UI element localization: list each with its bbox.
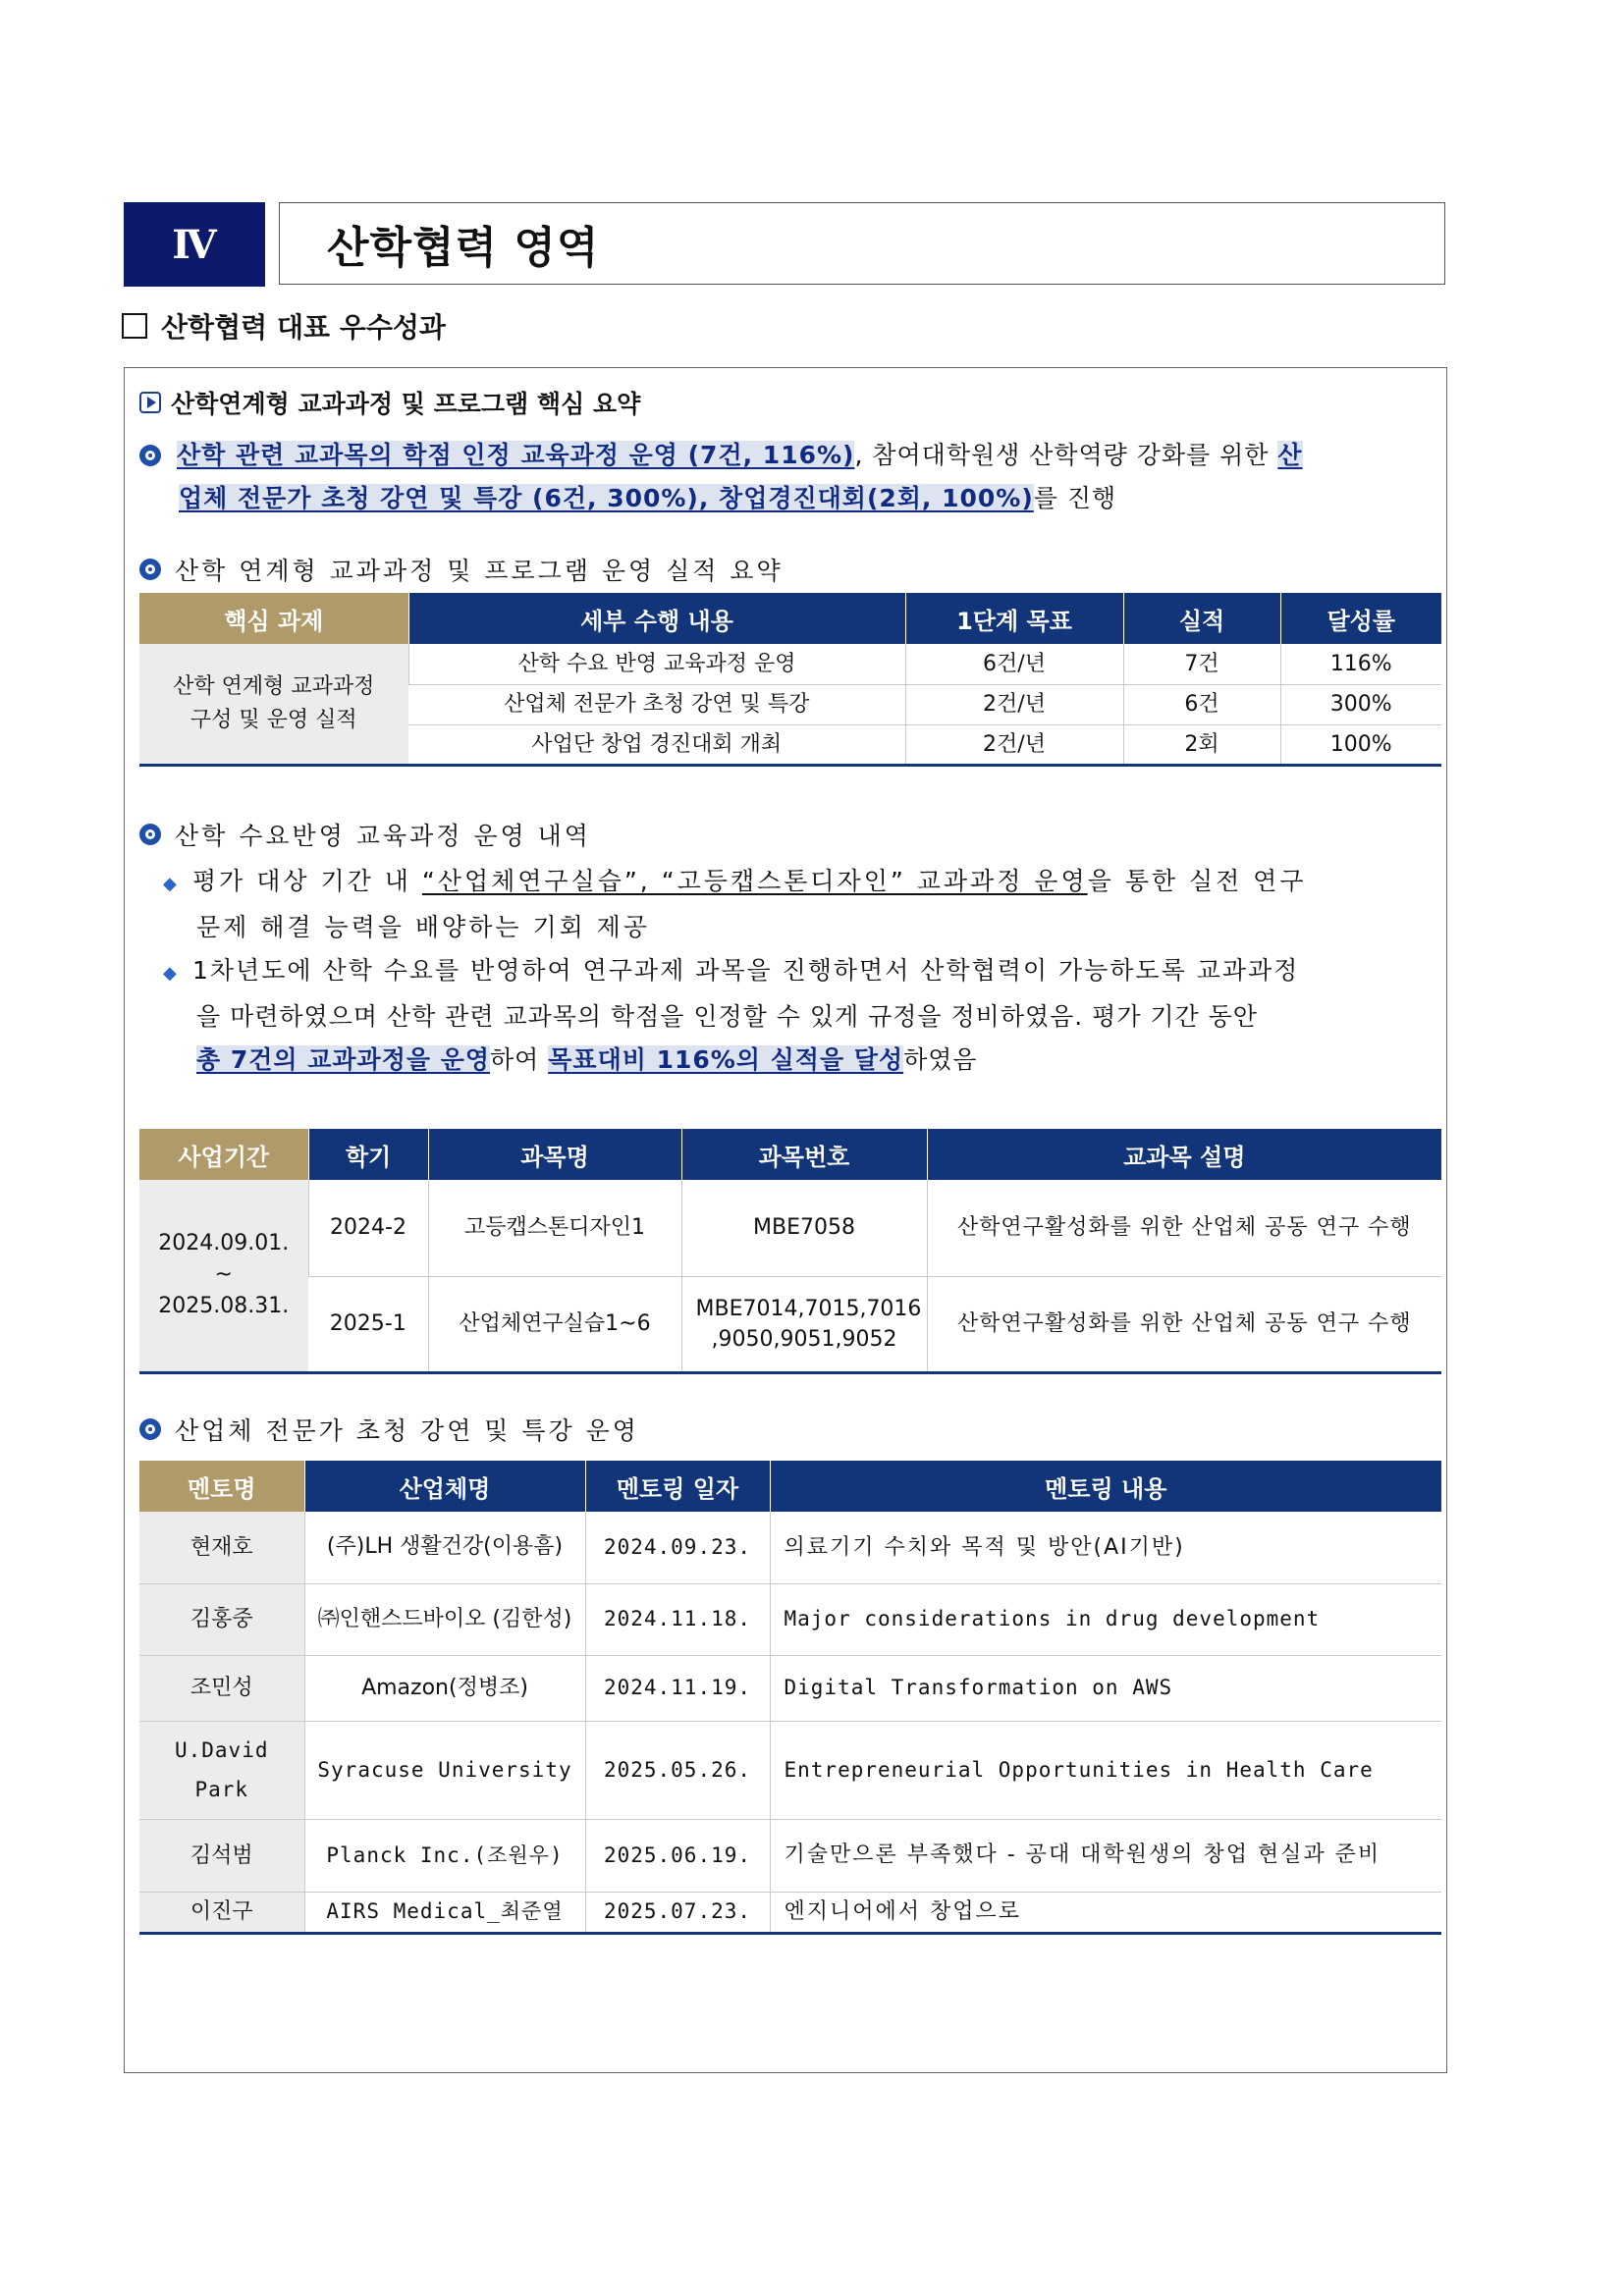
table-header: 산업체명 xyxy=(304,1461,585,1512)
table-header: 실적 xyxy=(1123,593,1280,644)
target-icon xyxy=(139,559,161,580)
curriculum-text: 평가 대상 기간 내 xyxy=(192,867,422,895)
curriculum-text: 하였음 xyxy=(903,1045,978,1074)
summary-text-1: , 참여대학원생 산학역량 강화를 위한 xyxy=(854,441,1278,469)
task-line: 구성 및 운영 실적 xyxy=(189,707,357,732)
period-line: 2024.09.01. xyxy=(158,1231,290,1256)
table-header: 1단계 목표 xyxy=(905,593,1123,644)
rate-cell: 100% xyxy=(1280,724,1441,765)
summary-paragraph xyxy=(139,434,1435,520)
target-icon xyxy=(139,824,161,845)
mentor-cell: 김홍중 xyxy=(139,1583,304,1655)
date-cell: 2024.09.23. xyxy=(585,1512,770,1583)
date-cell: 2025.06.19. xyxy=(585,1819,770,1892)
goal-cell: 2건/년 xyxy=(905,724,1123,765)
company-cell: Syracuse University xyxy=(304,1721,585,1819)
summary-title-text: 산학연계형 교과과정 및 프로그램 핵심 요약 xyxy=(171,390,641,418)
company-cell: Amazon(정병조) xyxy=(304,1655,585,1721)
mentor-cell: 김석범 xyxy=(139,1819,304,1892)
perf-summary-title: 산학 연계형 교과과정 및 프로그램 운영 실적 요약 xyxy=(175,557,784,585)
course-table xyxy=(139,1129,1441,1374)
content-cell: Digital Transformation on AWS xyxy=(770,1655,1441,1721)
curriculum-highlight: 총 7건의 교과과정을 운영 xyxy=(196,1045,491,1074)
curriculum-text: 하여 xyxy=(490,1045,549,1074)
table-header: 학기 xyxy=(308,1129,428,1180)
result-cell: 6건 xyxy=(1123,684,1280,724)
table-header: 과목명 xyxy=(428,1129,681,1180)
subheading xyxy=(122,306,446,346)
curriculum-title: 산학 수요반영 교육과정 운영 내역 xyxy=(175,822,591,850)
detail-cell: 사업단 창업 경진대회 개최 xyxy=(408,724,905,765)
diamond-bullet-icon: ◆ xyxy=(163,963,179,984)
company-cell: Planck Inc.(조원우) xyxy=(304,1819,585,1892)
detail-cell: 산학 수요 반영 교육과정 운영 xyxy=(408,644,905,684)
date-cell: 2025.07.23. xyxy=(585,1892,770,1933)
detail-cell: 산업체 전문가 초청 강연 및 특강 xyxy=(408,684,905,724)
course-code-cell: MBE7014,7015,7016 ,9050,9051,9052 xyxy=(681,1276,927,1372)
course-desc-cell: 산학연구활성화를 위한 산업체 공동 연구 수행 xyxy=(927,1276,1441,1372)
rate-cell: 300% xyxy=(1280,684,1441,724)
table-header: 사업기간 xyxy=(139,1129,308,1180)
content-cell: 기술만으론 부족했다 - 공대 대학원생의 창업 현실과 준비 xyxy=(770,1819,1441,1892)
date-cell: 2025.05.26. xyxy=(585,1721,770,1819)
curriculum-highlight: 목표대비 116%의 실적을 달성 xyxy=(548,1045,904,1074)
content-cell: Major considerations in drug development xyxy=(770,1583,1441,1655)
table-header: 멘토명 xyxy=(139,1461,304,1512)
subheading-text: 산학협력 대표 우수성과 xyxy=(161,311,446,344)
summary-highlight-2a: 산 xyxy=(1277,441,1303,469)
target-icon xyxy=(139,1418,161,1440)
curriculum-underline: “산업체연구실습”, “고등캡스톤디자인” 교과과정 운영 xyxy=(421,867,1088,895)
course-code-cell: MBE7058 xyxy=(681,1180,927,1276)
task-cell xyxy=(139,644,408,765)
course-name-cell: 산업체연구실습1~6 xyxy=(428,1276,681,1372)
curriculum-body xyxy=(163,860,1439,1082)
date-cell: 2024.11.19. xyxy=(585,1655,770,1721)
perf-summary-table xyxy=(139,593,1441,767)
play-icon xyxy=(139,392,161,413)
company-cell: AIRS Medical_최준열 xyxy=(304,1892,585,1933)
mentoring-heading xyxy=(139,1412,639,1447)
goal-cell: 6건/년 xyxy=(905,644,1123,684)
curriculum-text: 1차년도에 산학 수요를 반영하여 연구과제 과목을 진행하면서 산학협력이 가능하도록 교과과정 xyxy=(192,956,1300,985)
mentor-cell: 현재호 xyxy=(139,1512,304,1583)
curriculum-text: 을 통한 실전 연구 xyxy=(1087,867,1307,895)
semester-cell: 2024-2 xyxy=(308,1180,428,1276)
period-cell xyxy=(139,1180,308,1372)
summary-highlight-2b: 업체 전문가 초청 강연 및 특강 (6건, 300%), 창업경진대회(2회, 100%) xyxy=(179,484,1034,512)
table-header: 과목번호 xyxy=(681,1129,927,1180)
period-line: 2025.08.31. xyxy=(158,1294,290,1319)
section-title: 산학협력 영역 xyxy=(279,202,1445,285)
period-line: ~ xyxy=(214,1262,233,1288)
target-icon xyxy=(139,445,161,466)
rate-cell: 116% xyxy=(1280,644,1441,684)
content-cell: Entrepreneurial Opportunities in Health Care xyxy=(770,1721,1441,1819)
table-header: 핵심 과제 xyxy=(139,593,408,644)
perf-summary-heading xyxy=(139,552,784,587)
goal-cell: 2건/년 xyxy=(905,684,1123,724)
content-cell: 엔지니어에서 창업으로 xyxy=(770,1892,1441,1933)
diamond-bullet-icon: ◆ xyxy=(163,874,180,894)
semester-cell: 2025-1 xyxy=(308,1276,428,1372)
curriculum-text: 문제 해결 능력을 배양하는 기회 제공 xyxy=(196,913,650,941)
mentor-cell: 조민성 xyxy=(139,1655,304,1721)
mentoring-title: 산업체 전문가 초청 강연 및 특강 운영 xyxy=(175,1416,639,1445)
mentor-cell: 이진구 xyxy=(139,1892,304,1933)
result-cell: 2회 xyxy=(1123,724,1280,765)
date-cell: 2024.11.18. xyxy=(585,1583,770,1655)
content-cell: 의료기기 수치와 목적 및 방안(AI기반) xyxy=(770,1512,1441,1583)
course-name-cell: 고등캡스톤디자인1 xyxy=(428,1180,681,1276)
mentor-cell: U.David Park xyxy=(139,1721,304,1819)
table-header: 달성률 xyxy=(1280,593,1441,644)
mentoring-table xyxy=(139,1461,1441,1935)
curriculum-heading xyxy=(139,817,591,852)
table-header: 멘토링 일자 xyxy=(585,1461,770,1512)
course-desc-cell: 산학연구활성화를 위한 산업체 공동 연구 수행 xyxy=(927,1180,1441,1276)
table-header: 멘토링 내용 xyxy=(770,1461,1441,1512)
section-number: Ⅳ xyxy=(124,202,265,287)
curriculum-text: 을 마련하였으며 산학 관련 교과목의 학점을 인정할 수 있게 규정을 정비하였음. 평가 기간 동안 xyxy=(196,1002,1258,1031)
result-cell: 7건 xyxy=(1123,644,1280,684)
company-cell: ㈜인핸스드바이오 (김한성) xyxy=(304,1583,585,1655)
summary-title xyxy=(139,385,640,420)
summary-highlight-1: 산학 관련 교과목의 학점 인정 교육과정 운영 (7건, 116%) xyxy=(177,441,855,469)
table-header: 세부 수행 내용 xyxy=(408,593,905,644)
company-cell: (주)LH 생활건강(이용흠) xyxy=(304,1512,585,1583)
table-header: 교과목 설명 xyxy=(927,1129,1441,1180)
task-line: 산학 연계형 교과과정 xyxy=(173,673,375,699)
summary-text-2: 를 진행 xyxy=(1033,484,1117,512)
checkbox-icon xyxy=(122,313,147,339)
